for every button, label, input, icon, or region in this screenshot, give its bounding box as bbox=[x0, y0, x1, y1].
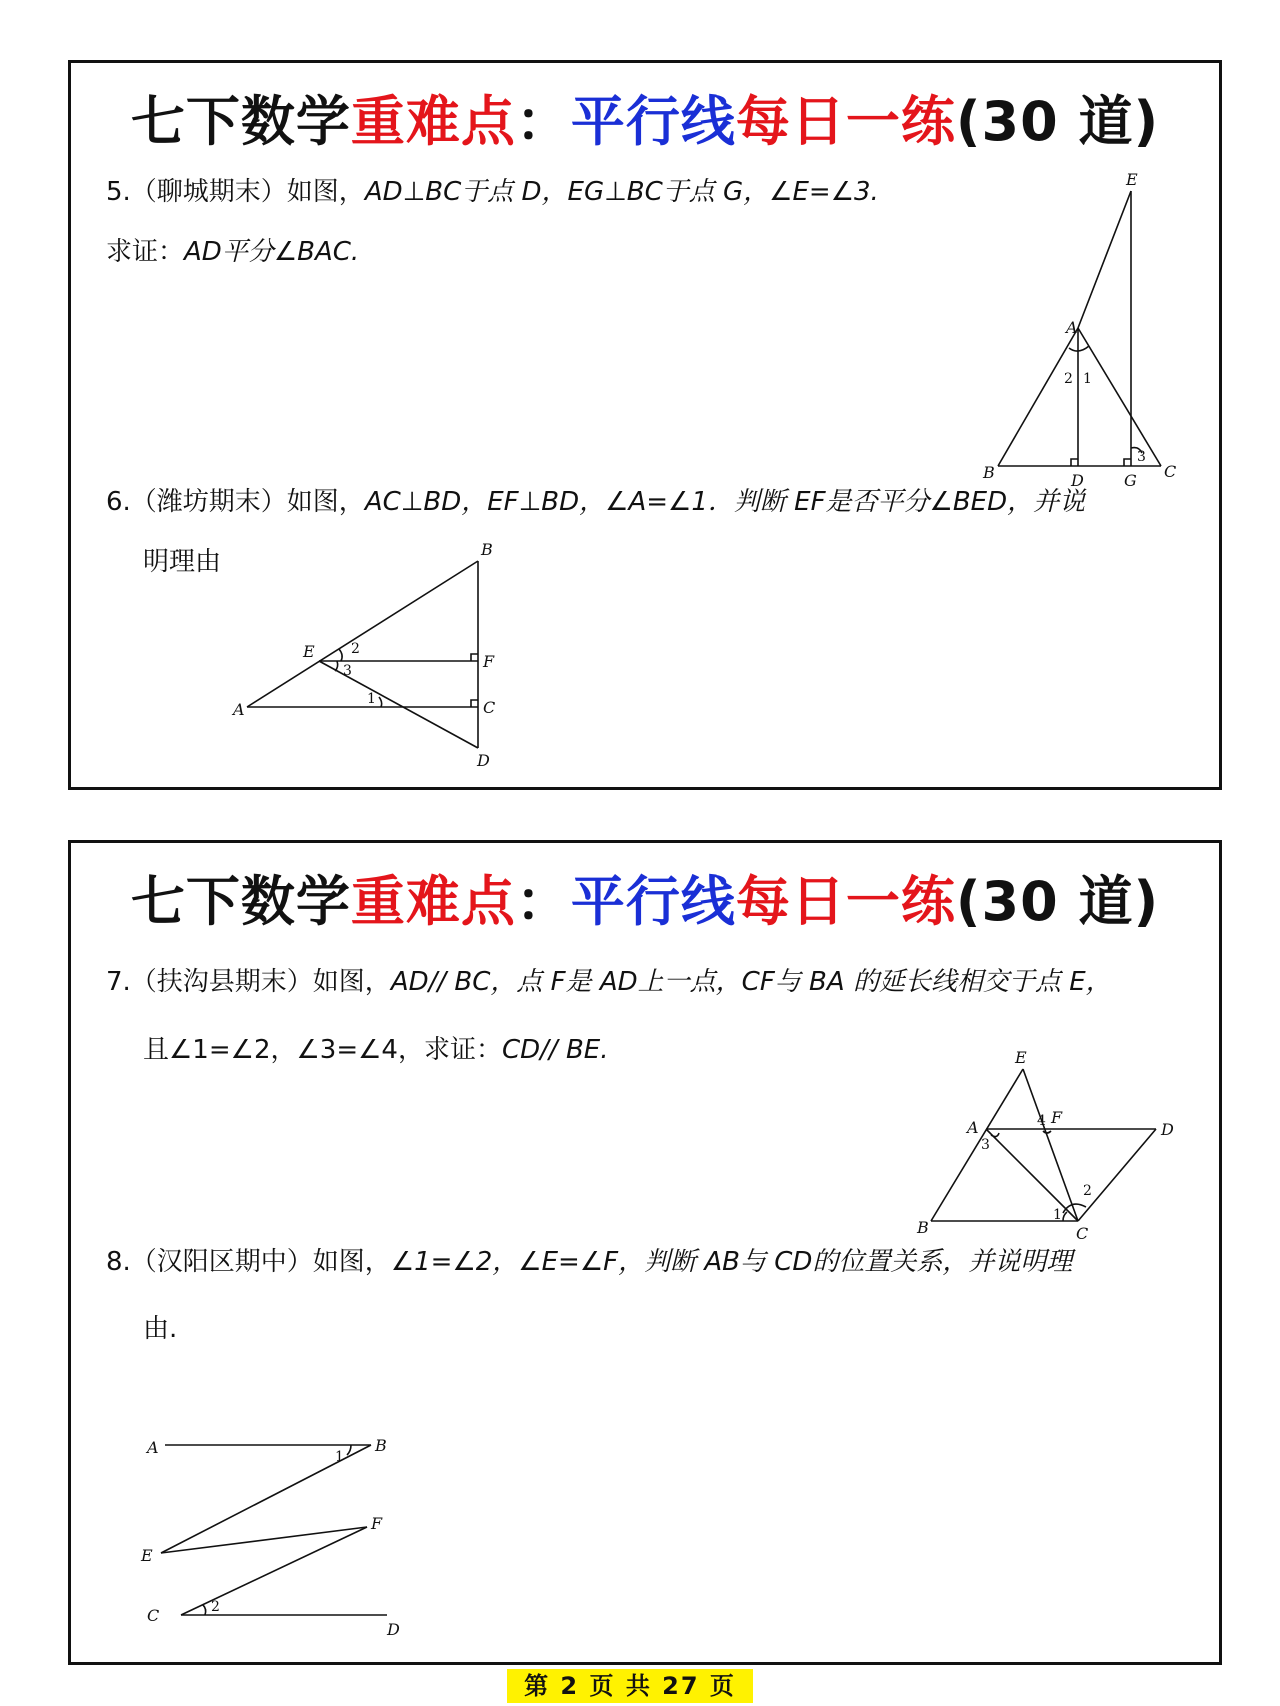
question-math: AD// BC，点 F是 AD上一点，CF与 BA 的延长线相交于点 E， bbox=[390, 967, 1112, 997]
question-5-line-1 bbox=[106, 171, 879, 208]
angle-label: 3 bbox=[1137, 449, 1146, 465]
angle-label: 2 bbox=[211, 1599, 220, 1615]
title-part: 七下数学 bbox=[130, 870, 351, 933]
point-label: F bbox=[483, 652, 495, 671]
question-math: AD⊥BC于点 D，EG⊥BC于点 G，∠E=∠3. bbox=[364, 177, 879, 207]
question-math: AD平分∠BAC. bbox=[184, 237, 360, 267]
question-text: 求证： bbox=[106, 237, 185, 267]
angle-label: 1 bbox=[1083, 371, 1092, 387]
panel-title bbox=[71, 859, 1219, 936]
title-part: (30 道) bbox=[955, 90, 1160, 153]
point-label: G bbox=[1124, 471, 1137, 490]
point-label: C bbox=[147, 1606, 160, 1625]
point-label: E bbox=[141, 1546, 153, 1565]
point-label: A bbox=[233, 700, 245, 719]
angle-label: 2 bbox=[351, 641, 360, 657]
figure-5 bbox=[961, 163, 1191, 503]
angle-label: 4 bbox=[1037, 1113, 1046, 1129]
question-text: 明理由 bbox=[143, 547, 222, 577]
point-label: C bbox=[483, 698, 496, 717]
question-text: 由. bbox=[143, 1314, 178, 1344]
point-label: B bbox=[917, 1218, 929, 1237]
question-6-line-1 bbox=[106, 481, 1085, 518]
angle-label: 1 bbox=[367, 691, 376, 707]
point-label: B bbox=[375, 1436, 387, 1455]
question-5-line-2 bbox=[106, 231, 359, 268]
question-text: 5.（聊城期末）如图， bbox=[106, 177, 365, 207]
question-8-line-2 bbox=[143, 1308, 177, 1345]
angle-label: 1 bbox=[335, 1449, 344, 1465]
point-label: E bbox=[303, 642, 315, 661]
angle-label: 3 bbox=[981, 1137, 990, 1153]
point-label: E bbox=[1015, 1048, 1027, 1067]
angle-label: 2 bbox=[1064, 371, 1073, 387]
point-label: B bbox=[481, 540, 493, 559]
point-label: D bbox=[387, 1620, 400, 1639]
title-part: ： bbox=[515, 870, 571, 933]
angle-label: 1 bbox=[1053, 1207, 1062, 1223]
figure-8 bbox=[131, 1425, 451, 1665]
angle-label: 2 bbox=[1083, 1183, 1092, 1199]
question-7-line-1 bbox=[106, 961, 1112, 998]
title-part: 七下数学 bbox=[130, 90, 351, 153]
question-math: CD// BE. bbox=[501, 1035, 609, 1065]
point-label: C bbox=[1076, 1224, 1089, 1243]
question-text: 8.（汉阳区期中）如图， bbox=[106, 1247, 391, 1277]
question-text: 6.（潍坊期末）如图， bbox=[106, 487, 365, 517]
question-7-line-2 bbox=[143, 1029, 608, 1066]
point-label: A bbox=[147, 1438, 159, 1457]
figure-7 bbox=[911, 1021, 1191, 1251]
point-label: D bbox=[1161, 1120, 1174, 1139]
page-number-footer: 第 2 页 共 27 页 bbox=[507, 1669, 753, 1703]
question-8-line-1 bbox=[106, 1241, 1072, 1278]
title-part-blue: 平行线 bbox=[570, 90, 736, 153]
question-text: 7.（扶沟县期末）如图， bbox=[106, 967, 391, 997]
figure-6 bbox=[231, 533, 531, 773]
question-6-line-2 bbox=[143, 541, 221, 578]
problem-panel-1 bbox=[68, 60, 1222, 790]
question-text: 且∠1=∠2，∠3=∠4，求证： bbox=[143, 1035, 502, 1065]
point-label: A bbox=[967, 1118, 979, 1137]
problem-panel-2 bbox=[68, 840, 1222, 1665]
title-part-highlight: 每日一练 bbox=[735, 870, 956, 933]
point-label: B bbox=[983, 463, 995, 482]
title-part-blue: 平行线 bbox=[570, 870, 736, 933]
point-label: C bbox=[1164, 462, 1177, 481]
angle-label: 3 bbox=[343, 663, 352, 679]
title-part-highlight: 重难点 bbox=[350, 870, 516, 933]
point-label: D bbox=[1071, 471, 1084, 490]
point-label: F bbox=[371, 1514, 383, 1533]
title-part-highlight: 每日一练 bbox=[735, 90, 956, 153]
point-label: D bbox=[477, 751, 490, 770]
panel-title bbox=[71, 79, 1219, 156]
question-math: ∠1=∠2，∠E=∠F，判断 AB与 CD的位置关系，并说明理 bbox=[390, 1247, 1073, 1277]
question-math: AC⊥BD，EF⊥BD，∠A=∠1．判断 EF是否平分∠BED，并说 bbox=[364, 487, 1086, 517]
title-part-highlight: 重难点 bbox=[350, 90, 516, 153]
point-label: E bbox=[1126, 170, 1138, 189]
title-part: ： bbox=[515, 90, 571, 153]
point-label: A bbox=[1066, 318, 1078, 337]
point-label: F bbox=[1051, 1108, 1063, 1127]
title-part: (30 道) bbox=[955, 870, 1160, 933]
